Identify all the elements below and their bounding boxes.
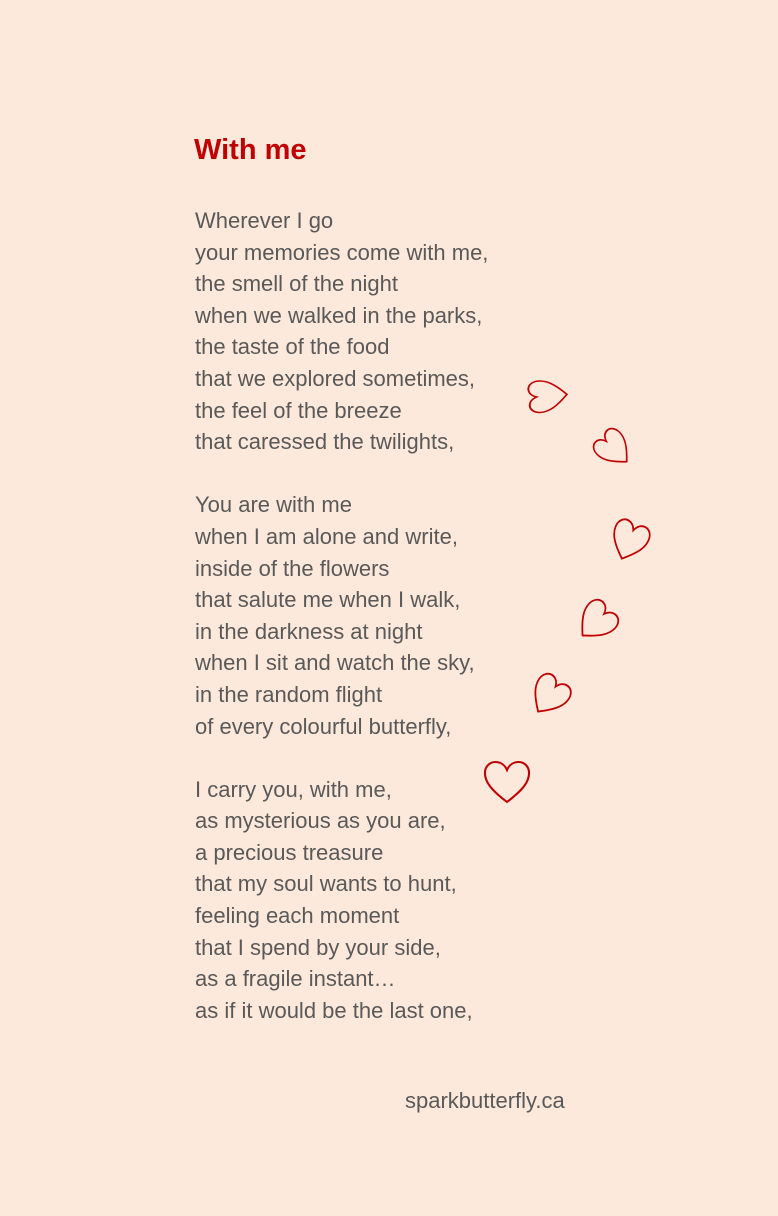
heart-icon bbox=[521, 668, 577, 725]
poem-title: With me bbox=[194, 134, 307, 166]
poem-line: that I spend by your side, bbox=[195, 934, 441, 960]
poem-line: of every colourful butterfly, bbox=[195, 713, 452, 739]
poem-line: inside of the flowers bbox=[195, 555, 390, 581]
heart-icon bbox=[526, 377, 571, 415]
poem-line: in the random flight bbox=[195, 681, 383, 707]
poem-line: Wherever I go bbox=[195, 208, 334, 233]
poem-line: You are with me bbox=[195, 492, 352, 518]
poem-line: your memories come with me, bbox=[195, 239, 489, 265]
heart-icon bbox=[588, 423, 640, 475]
heart-icon bbox=[567, 593, 624, 650]
poem-body bbox=[195, 205, 488, 1058]
poem-line: the taste of the food bbox=[195, 334, 390, 360]
poem-line: as if it would be the last one, bbox=[195, 997, 473, 1023]
heart-icon bbox=[603, 514, 655, 567]
poem-line: as a fragile instant… bbox=[195, 966, 396, 992]
poem-line: when I am alone and write, bbox=[195, 523, 458, 549]
poem-line: in the darkness at night bbox=[195, 618, 423, 644]
poem-line: when we walked in the parks, bbox=[195, 302, 483, 328]
poem-line: that my soul wants to hunt, bbox=[195, 871, 457, 897]
poem-line: the feel of the breeze bbox=[195, 397, 402, 423]
poem-line: the smell of the night bbox=[195, 271, 399, 297]
poem-line: I carry you, with me, bbox=[195, 776, 392, 802]
poem-line: that salute me when I walk, bbox=[195, 587, 461, 613]
poem-line: that we explored sometimes, bbox=[195, 365, 476, 391]
heart-icon bbox=[483, 760, 531, 804]
stanza-2 bbox=[195, 489, 488, 742]
poem-line: feeling each moment bbox=[195, 903, 400, 929]
poem-line: that caressed the twilights, bbox=[195, 429, 455, 455]
poem-line: when I sit and watch the sky, bbox=[195, 650, 475, 676]
stanza-3 bbox=[195, 774, 488, 1027]
poem-line: as mysterious as you are, bbox=[195, 808, 446, 834]
poem-line: a precious treasure bbox=[195, 839, 384, 865]
stanza-1 bbox=[195, 205, 488, 458]
website-credit: sparkbutterfly.ca bbox=[405, 1088, 565, 1113]
